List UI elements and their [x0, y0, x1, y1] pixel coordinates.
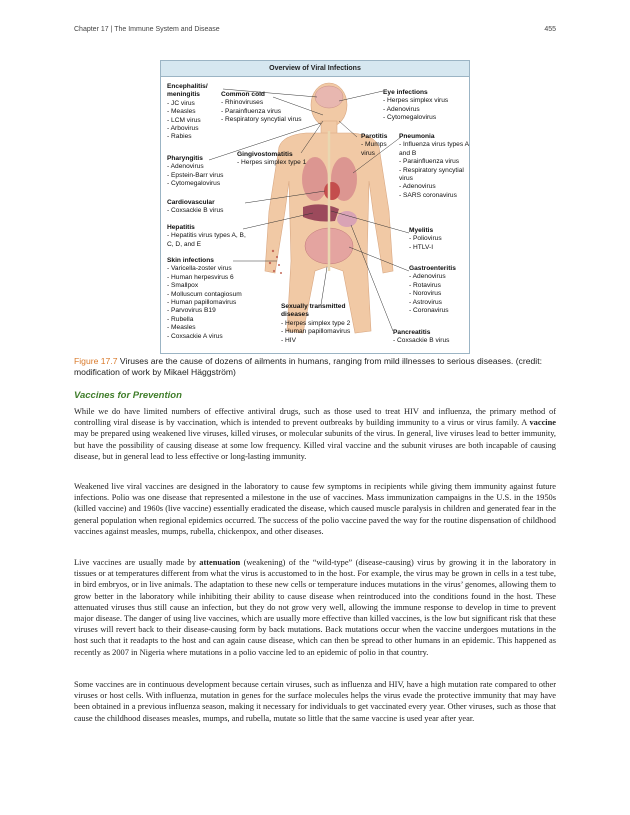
label-parotitis: Parotitis - Mumps virus	[361, 133, 388, 157]
liver	[303, 204, 339, 221]
label-cardiovascular: Cardiovascular - Coxsackie B virus	[167, 199, 224, 215]
label-encephalitis: Encephalitis/ meningitis - JC virus - Measles - LCM virus - Arbovirus - Rabies	[167, 83, 208, 141]
term-vaccine: vaccine	[529, 418, 556, 428]
brain	[315, 86, 343, 108]
paragraph-3: Live vaccines are usually made by attenuation (weakening) of the “wild-type” (disease-causing) virus by growing it in the laboratory in tissues or at temperatures different from what the virus is accustomed to in the host. For example, the virus may be grown in cells in a test tube, in bird embryos, or in live animals. The adaptation to these new cells or temperature induces mutations in the virus’ genomes, allowing them to grow better in the laboratory while inhibiting their ability to cause disease when reintroduced into the conditions found in the host. These attenuated viruses thus still cause an infection, but they do not grow very well, allowing the immune response to develop in time to prevent major disease. The danger of using live vaccines, which are usually more effective than killed vaccines, is the low but significant risk that these viruses will revert back to their disease-causing form by back mutations. Back mutations occur when the vaccine undergoes mutations in the host such that it readapts to the host and can again cause disease, which can then be spread to other humans in an epidemic. This happened as recently as 2007 in Nigeria where mutations in a polio vaccine led to an epidemic of polio in that country.	[74, 558, 556, 657]
label-pharyngitis: Pharyngitis - Adenovirus - Epstein-Barr virus - Cytomegalovirus	[167, 155, 224, 188]
label-myelitis: Myelitis - Poliovirus - HTLV-I	[409, 227, 442, 251]
label-hepatitis: Hepatitis - Hepatitis virus types A, B, C, D, and E	[167, 224, 246, 248]
viral-infections-figure	[160, 60, 470, 354]
paragraph-2: Weakened live viral vaccines are designed in the laboratory to cause few symptoms in recipients while giving them immunity against future infections. Polio was one disease that represented a milestone in the use of vaccines. Mass immunization campaigns in the U.S. in the 1950s (killed vaccine) and 1960s (live vaccine) essentially eradicated the disease, which caused muscle paralysis in children and generated fear in the general population when regional epidemics occurred. The success of the polio vaccine paved the way for the routine dispensation of childhood vaccines against measles, mumps, rubella, chickenpox, and other diseases.	[74, 482, 556, 536]
chapter-title: Chapter 17 | The Immune System and Disease	[74, 26, 220, 33]
running-head	[74, 26, 556, 38]
label-sexually-transmitted: Sexually transmitted diseases - Herpes simplex type 2 - Human papillomavirus - HIV	[281, 303, 351, 344]
label-common-cold: Common cold - Rhinoviruses - Parainfluenza virus - Respiratory syncytial virus	[221, 91, 302, 124]
heart	[324, 182, 340, 200]
label-gastroenteritis: Gastroenteritis - Adenovirus - Rotavirus - Norovirus - Astrovirus - Coronavirus	[409, 265, 456, 315]
page-number: 455	[544, 26, 556, 33]
paragraph-4: Some vaccines are in continuous development because certain viruses, such as influenza and HIV, have a high mutation rate compared to other viruses or host cells. With influenza, mutation in genes for the surface molecules helps the virus evade the protective immunity that may have been obtained in a previous influenza season, making it necessary for individuals to get vaccinated every year. Other viruses, such as those that cause the childhood diseases measles, mumps, and rubella, mutate so little that the same vaccine is used year after year.	[74, 680, 556, 723]
label-skin-infections: Skin infections - Varicella-zoster virus - Human herpesvirus 6 - Smallpox - Molluscum contagiosum - Human papillomavirus - Parvovirus B19 - Rubella - Measles - Coxsackie A virus	[167, 257, 242, 340]
label-eye-infections: Eye infections - Herpes simplex virus - Adenovirus - Cytomegalovirus	[383, 89, 449, 122]
figure-caption	[74, 356, 556, 378]
section-heading: Vaccines for Prevention	[74, 390, 182, 401]
figure-number: Figure 17.7	[74, 356, 118, 366]
label-pancreatitis: Pancreatitis - Coxsackie B virus	[393, 329, 450, 345]
label-gingivostomatitis: Gingivostomatitis - Herpes simplex type 1	[237, 151, 307, 167]
paragraph-1: While we do have limited numbers of effective antiviral drugs, such as those used to treat HIV and influenza, the primary method of controlling viral disease is by vaccination, which is intended to prevent outbreaks by building immunity to a virus or virus family. A vaccine may be prepared using weakened live viruses, killed viruses, or molecular subunits of the virus. In general, live viruses lead to better immunity, but have the possibility of causing disease at some low frequency. Killed viral vaccine and the subunit viruses are both incapable of causing disease, but in general lead to less effective or long-lasting immunity.	[74, 407, 556, 461]
label-pneumonia: Pneumonia - Influenza virus types A and B - Parainfluenza virus - Respiratory syncytial virus - Adenovirus - SARS coronavirus	[399, 133, 469, 199]
figure-title: Overview of Viral Infections	[161, 61, 469, 77]
caption-text: Viruses are the cause of dozens of ailments in humans, ranging from mild illnesses to serious diseases. (credit: modification of work by Mikael Häggström)	[74, 356, 542, 377]
term-attenuation: attenuation	[199, 558, 241, 567]
